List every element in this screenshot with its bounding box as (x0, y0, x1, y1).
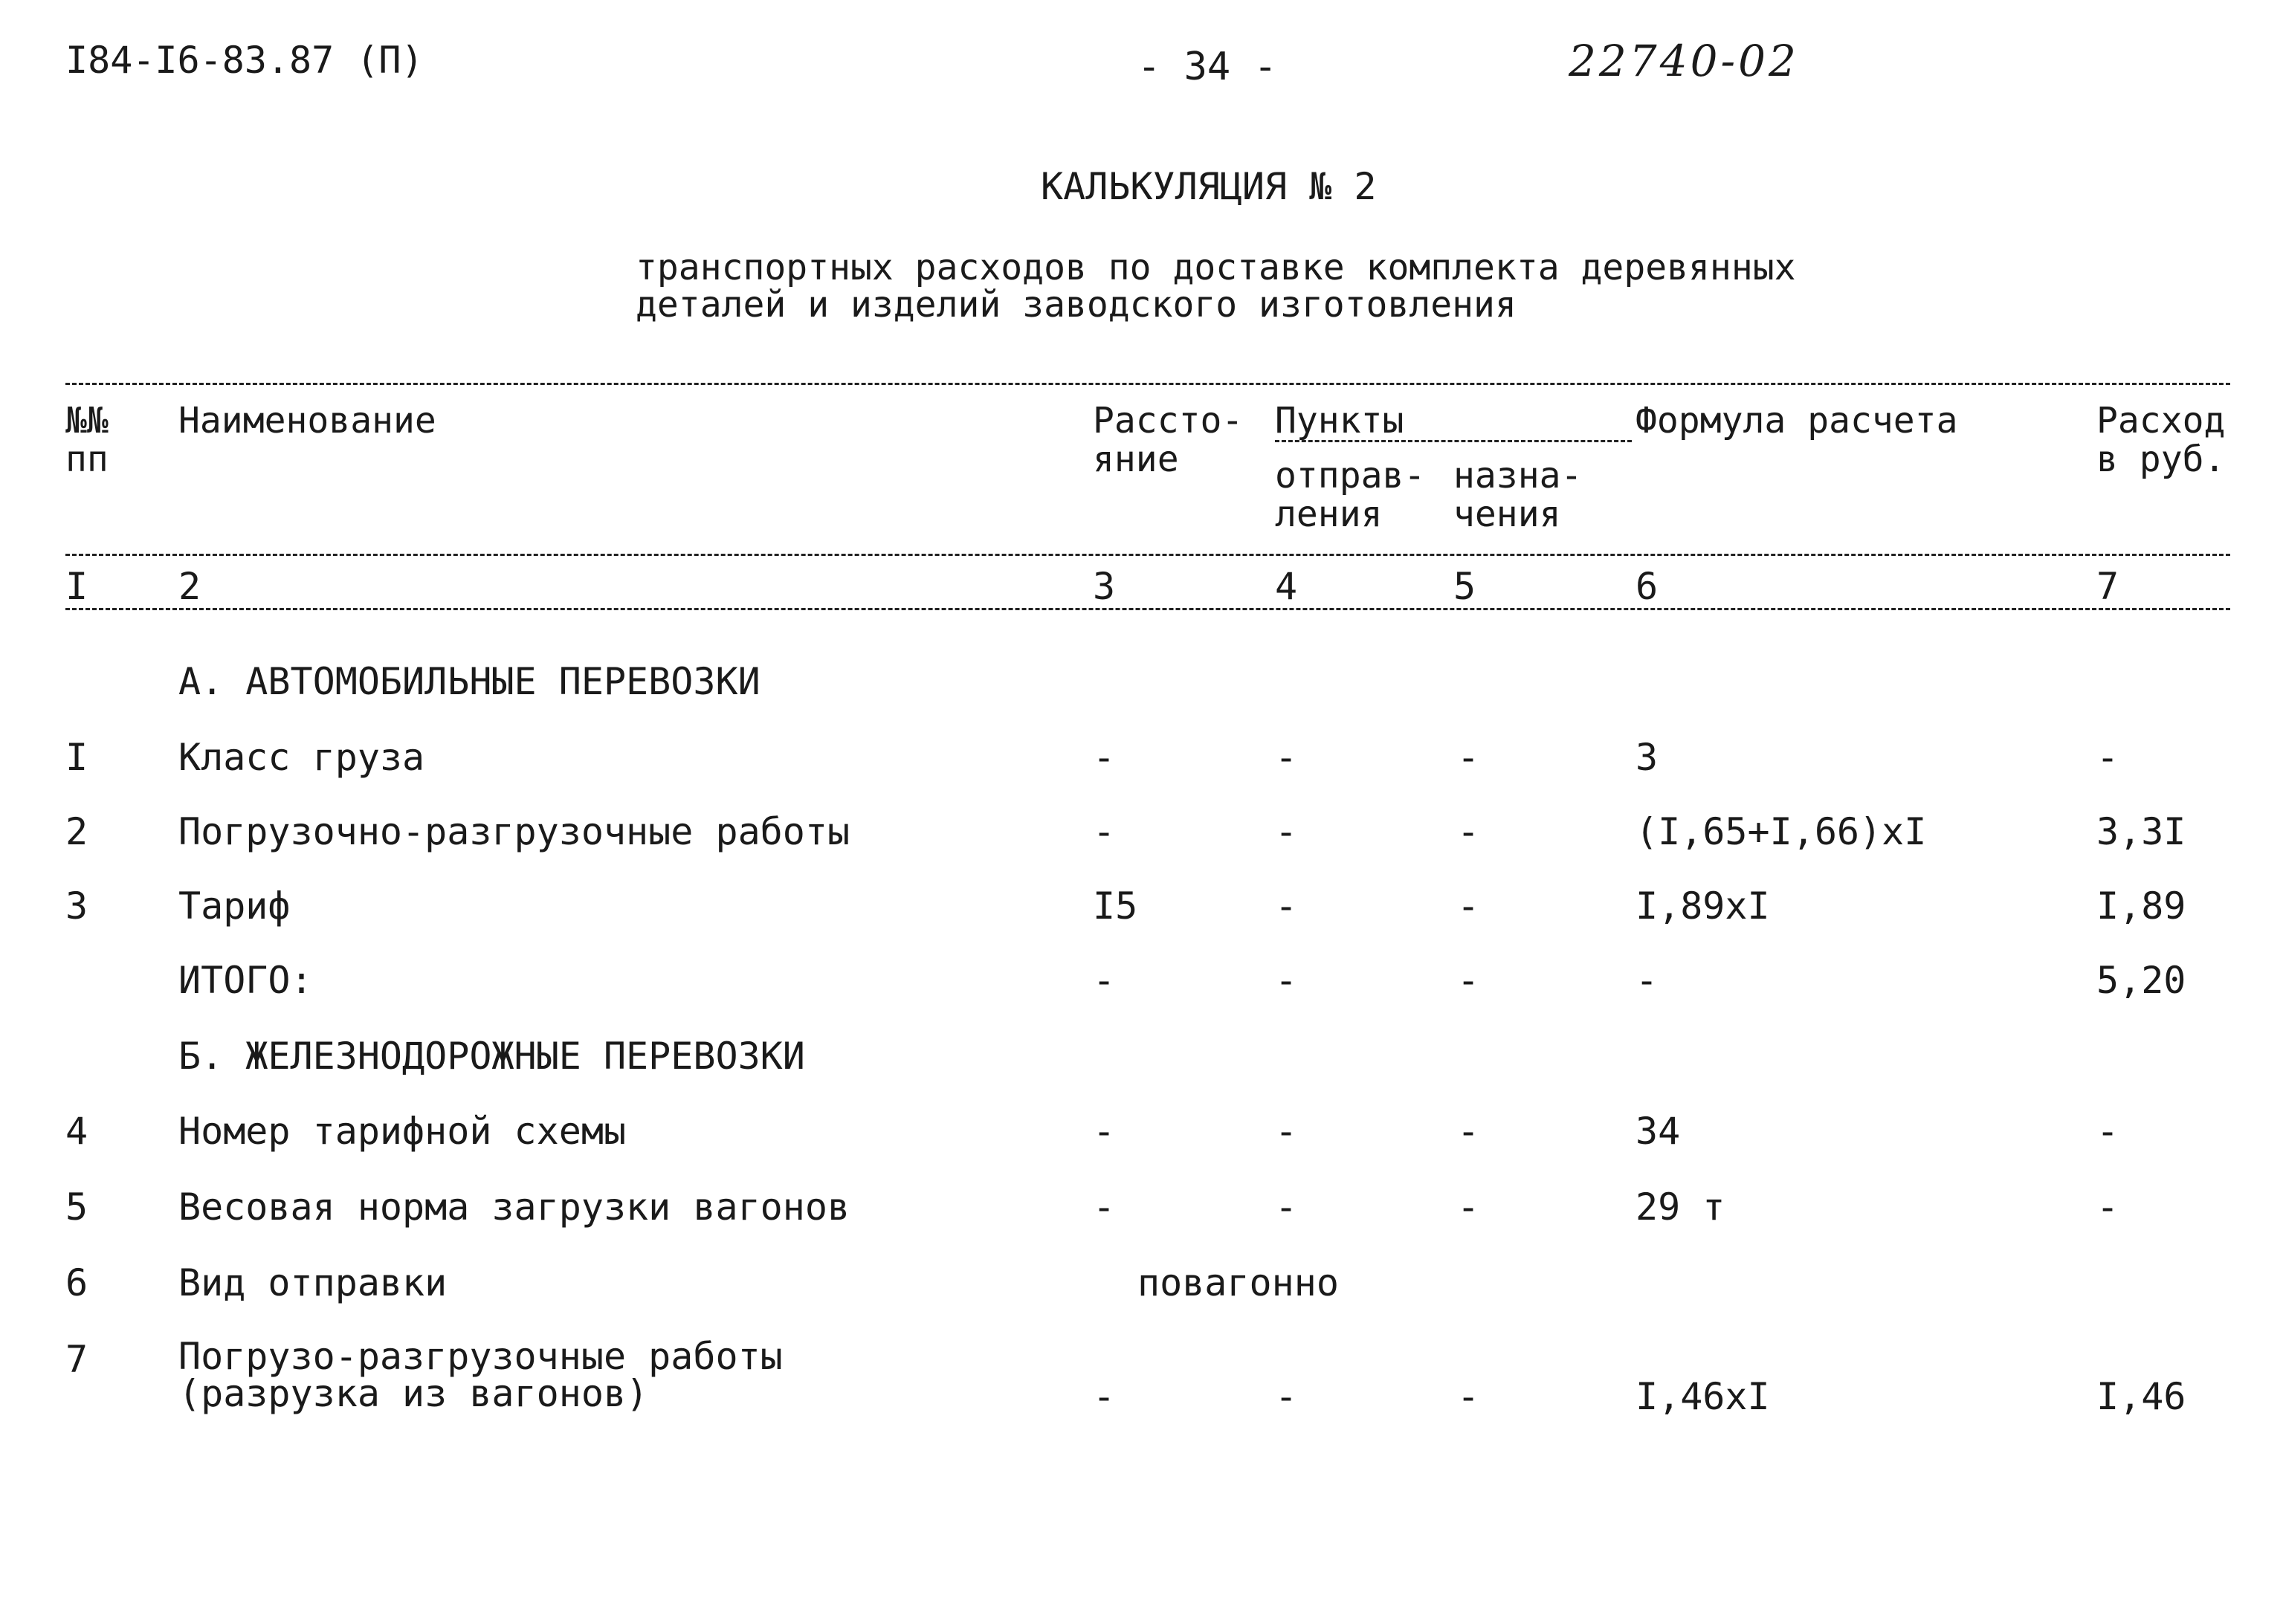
row-number: 4 (65, 1110, 88, 1153)
column-number-5: 5 (1453, 565, 1476, 608)
row-from: - (1275, 1110, 1298, 1153)
row-name: ИТОГО: (178, 959, 313, 1002)
column-header-cost: Расход в руб. (2096, 400, 2226, 480)
row-distance: - (1093, 1110, 1116, 1153)
row-distance: - (1093, 1185, 1116, 1229)
document-title: КАЛЬКУЛЯЦИЯ № 2 (1041, 165, 1377, 208)
page-number: - 34 - (1137, 45, 1277, 89)
row-cost: I,46 (2096, 1375, 2186, 1418)
row-to: - (1457, 1185, 1480, 1229)
row-cost: I,89 (2096, 884, 2186, 928)
row-to: - (1457, 1110, 1480, 1153)
document-subtitle (636, 247, 1796, 326)
row-name: Погрузочно-разгрузочные работы (178, 810, 850, 853)
row-number: 6 (65, 1261, 88, 1304)
row-to: - (1457, 884, 1480, 928)
row-formula: I,89xI (1635, 884, 1770, 928)
row-number: 5 (65, 1185, 88, 1229)
row-formula: 29 т (1635, 1185, 1725, 1229)
column-number-6: 6 (1635, 565, 1659, 608)
row-cost: 5,20 (2096, 959, 2186, 1002)
column-header-number: №№ пп (65, 400, 109, 480)
row-formula: I,46xI (1635, 1375, 1770, 1418)
row-distance: I5 (1093, 884, 1138, 928)
row-distance: - (1093, 736, 1116, 779)
column-number-3: 3 (1093, 565, 1116, 608)
section-heading-auto: А. АВТОМОБИЛЬНЫЕ ПЕРЕВОЗКИ (178, 660, 761, 703)
row-cost: - (2096, 1185, 2119, 1229)
row-from: - (1275, 736, 1298, 779)
row-from: - (1275, 1185, 1298, 1229)
handwritten-reference: 22740-02 (1569, 36, 1799, 86)
subtitle-line-1: транспортных расходов по доставке комплекта деревянных (636, 247, 1796, 288)
row-name: Класс груза (178, 736, 425, 779)
column-header-to: назна- чения (1453, 455, 1583, 535)
row-formula: 3 (1635, 736, 1659, 779)
column-numbers-rule (65, 608, 2230, 610)
column-header-from: отправ- ления (1275, 455, 1426, 535)
row-from: - (1275, 884, 1298, 928)
column-number-2: 2 (178, 565, 201, 608)
row-number: 7 (65, 1338, 88, 1381)
row-from: - (1275, 1375, 1298, 1418)
row-formula: - (1635, 959, 1659, 1002)
row-number: 3 (65, 884, 88, 928)
row-name: Весовая норма загрузки вагонов (178, 1185, 850, 1229)
row-from: - (1275, 810, 1298, 853)
row-formula: 34 (1635, 1110, 1681, 1153)
row-name: Погрузо-разгрузочные работы (разрузка из вагонов) (178, 1335, 783, 1415)
column-header-formula: Формула расчета (1635, 400, 1958, 441)
section-heading-rail: Б. ЖЕЛЕЗНОДОРОЖНЫЕ ПЕРЕВОЗКИ (178, 1035, 805, 1078)
row-distance: - (1093, 959, 1116, 1002)
header-bottom-rule (65, 554, 2230, 556)
row-to: - (1457, 810, 1480, 853)
table-top-rule (65, 383, 2230, 385)
row-formula: (I,65+I,66)xI (1635, 810, 1927, 853)
row-from: - (1275, 959, 1298, 1002)
row-to: - (1457, 959, 1480, 1002)
row-shipment-type: повагонно (1137, 1261, 1339, 1304)
column-header-name: Наименование (178, 400, 436, 441)
column-number-1: I (65, 565, 88, 608)
row-cost: - (2096, 1110, 2119, 1153)
document-code: I84-I6-83.87 (П) (65, 39, 424, 82)
column-number-7: 7 (2096, 565, 2119, 608)
column-header-distance: Рассто- яние (1093, 400, 1244, 480)
row-number: 2 (65, 810, 88, 853)
row-number: I (65, 736, 88, 779)
row-to: - (1457, 1375, 1480, 1418)
row-to: - (1457, 736, 1480, 779)
row-name: Номер тарифной схемы (178, 1110, 627, 1153)
row-name: Тариф (178, 884, 291, 928)
row-cost: 3,3I (2096, 810, 2186, 853)
subtitle-line-2: деталей и изделий заводского изготовления (636, 284, 1517, 326)
row-distance: - (1093, 810, 1116, 853)
row-name: Вид отправки (178, 1261, 448, 1304)
row-distance: - (1093, 1375, 1116, 1418)
column-header-points: Пункты (1275, 400, 1404, 441)
column-number-4: 4 (1275, 565, 1298, 608)
row-cost: - (2096, 736, 2119, 779)
